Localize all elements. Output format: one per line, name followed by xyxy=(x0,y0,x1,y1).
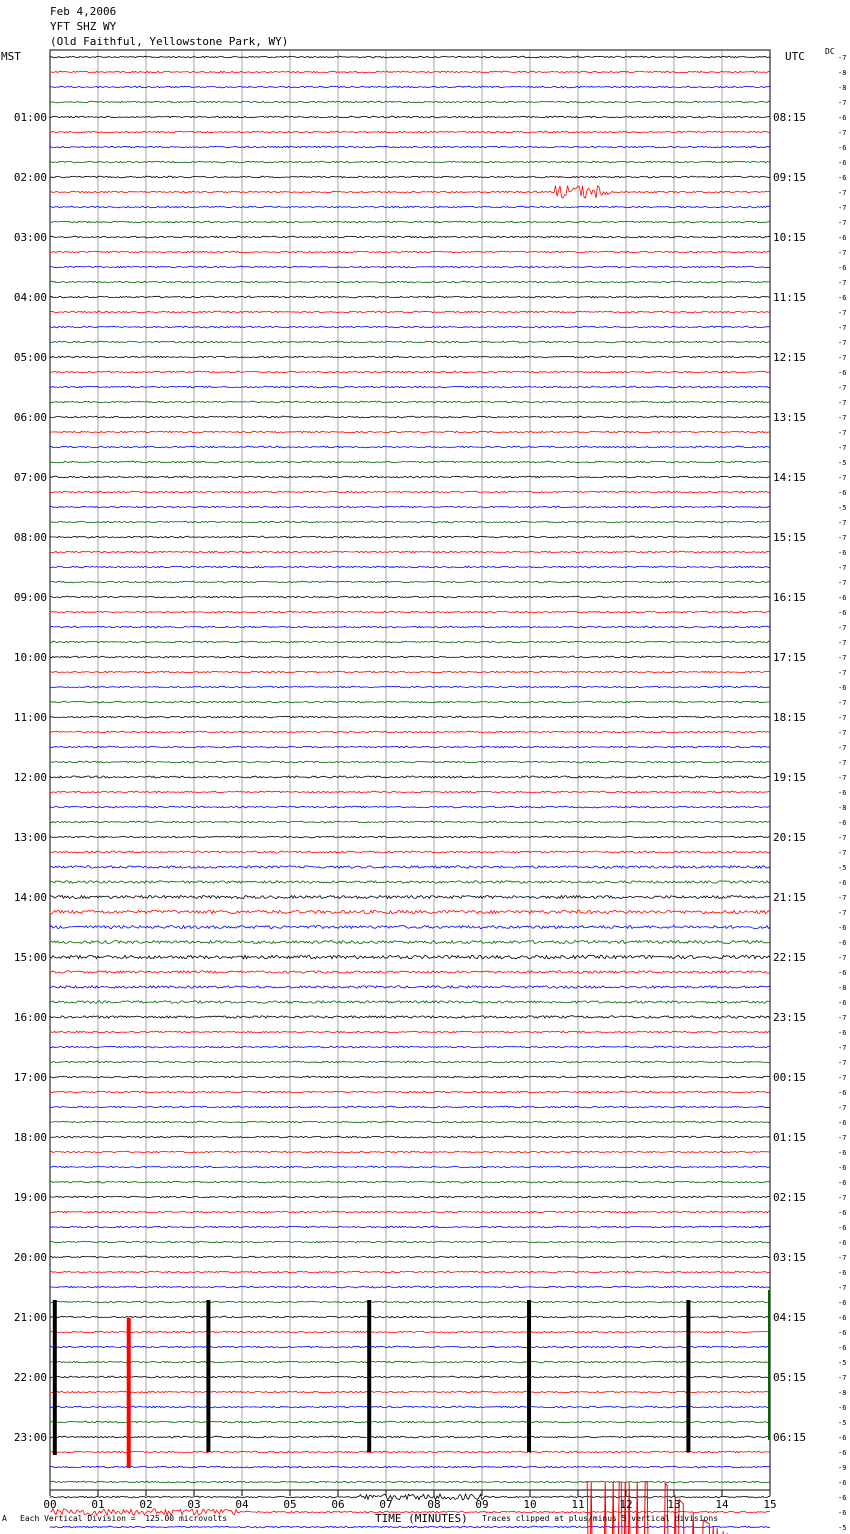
dc-offset-label: -7 xyxy=(838,474,847,482)
dc-offset-label: -6 xyxy=(838,1509,847,1517)
trace-line xyxy=(50,1494,770,1500)
trace-line xyxy=(50,1106,770,1108)
dc-offset-label: -7 xyxy=(838,384,847,392)
mst-hour-label: 10:00 xyxy=(13,651,47,664)
trace-line xyxy=(50,1031,770,1033)
dc-offset-label: -7 xyxy=(838,699,847,707)
x-tick-label: 04 xyxy=(235,1498,249,1511)
trace-line xyxy=(50,1451,770,1453)
mst-hour-label: 17:00 xyxy=(13,1071,47,1084)
mst-hour-label: 12:00 xyxy=(13,771,47,784)
mst-hour-label: 05:00 xyxy=(13,351,47,364)
trace-line xyxy=(50,881,770,883)
right-timezone-label: UTC xyxy=(785,50,805,63)
dc-offset-label: -6 xyxy=(838,1224,847,1232)
trace-line xyxy=(50,341,770,343)
dc-offset-label: -6 xyxy=(838,1209,847,1217)
utc-hour-label: 12:15 xyxy=(773,351,807,364)
trace-line xyxy=(50,971,770,973)
trace-line xyxy=(50,86,770,88)
dc-offset-label: -8 xyxy=(838,69,847,77)
trace-line xyxy=(50,1436,770,1438)
x-tick-label: 10 xyxy=(523,1498,537,1511)
trace-line xyxy=(50,566,770,568)
dc-offset-label: -7 xyxy=(838,129,847,137)
dc-offset-label: -6 xyxy=(838,939,847,947)
dc-offset-label: -6 xyxy=(838,969,847,977)
mst-hour-label: 18:00 xyxy=(13,1131,47,1144)
dc-offset-label: -9 xyxy=(838,1464,847,1472)
utc-hour-label: 00:15 xyxy=(773,1071,807,1084)
dc-offset-label: -7 xyxy=(838,564,847,572)
trace-line xyxy=(50,1001,770,1003)
utc-hour-label: 17:15 xyxy=(773,651,807,664)
trace-line xyxy=(50,1286,770,1288)
dc-offset-label: -8 xyxy=(838,1389,847,1397)
dc-offset-label: -7 xyxy=(838,399,847,407)
dc-offset-label: -7 xyxy=(838,639,847,647)
dc-offset-label: -7 xyxy=(838,1134,847,1142)
trace-line xyxy=(50,206,770,208)
trace-line xyxy=(50,1526,770,1528)
trace-line xyxy=(50,1166,770,1168)
dc-offset-label: -6 xyxy=(838,1239,847,1247)
dc-offset-label: -7 xyxy=(838,654,847,662)
trace-line xyxy=(50,236,770,238)
dc-offset-label: -6 xyxy=(838,924,847,932)
trace-line xyxy=(50,311,770,313)
x-tick-label: 11 xyxy=(571,1498,585,1511)
trace-line xyxy=(50,656,770,658)
dc-offset-label: -7 xyxy=(838,729,847,737)
x-tick-label: 08 xyxy=(427,1498,441,1511)
trace-line xyxy=(50,986,770,988)
dc-offset-label: -6 xyxy=(838,1119,847,1127)
mst-hour-label: 06:00 xyxy=(13,411,47,424)
trace-line xyxy=(50,146,770,148)
dc-offset-label: -6 xyxy=(838,594,847,602)
x-tick-label: 02 xyxy=(139,1498,153,1511)
trace-line xyxy=(50,1376,770,1378)
dc-offset-label: -8 xyxy=(838,804,847,812)
trace-line xyxy=(50,116,770,118)
mst-hour-label: 04:00 xyxy=(13,291,47,304)
mst-hour-label: 16:00 xyxy=(13,1011,47,1024)
trace-line xyxy=(50,491,770,493)
header-station: YFT SHZ WY xyxy=(50,20,117,33)
dc-offset-label: -7 xyxy=(838,309,847,317)
dc-offset-label: -6 xyxy=(838,1449,847,1457)
utc-hour-label: 21:15 xyxy=(773,891,807,904)
dc-offset-label: -6 xyxy=(838,159,847,167)
trace-line xyxy=(50,1196,770,1198)
utc-hour-label: 22:15 xyxy=(773,951,807,964)
trace-line xyxy=(50,1331,770,1333)
trace-line xyxy=(50,1361,770,1363)
trace-line xyxy=(50,611,770,613)
trace-line xyxy=(50,596,770,598)
dc-offset-label: -6 xyxy=(838,684,847,692)
mst-hour-label: 07:00 xyxy=(13,471,47,484)
footer-mark: A xyxy=(2,1514,7,1523)
dc-offset-label: -8 xyxy=(838,84,847,92)
utc-hour-label: 05:15 xyxy=(773,1371,807,1384)
dc-offset-label: -7 xyxy=(838,249,847,257)
dc-offset-label: -6 xyxy=(838,234,847,242)
trace-line xyxy=(50,431,770,433)
dc-offset-label: -7 xyxy=(838,744,847,752)
trace-line xyxy=(50,326,770,328)
trace-line xyxy=(50,791,770,793)
dc-offset-label: -6 xyxy=(838,1149,847,1157)
x-tick-label: 01 xyxy=(91,1498,105,1511)
left-timezone-label: MST xyxy=(1,50,21,63)
trace-line xyxy=(50,1241,770,1243)
dc-offset-label: -7 xyxy=(838,624,847,632)
x-tick-label: 09 xyxy=(475,1498,489,1511)
dc-offset-label: -7 xyxy=(838,534,847,542)
dc-offset-label: -7 xyxy=(838,774,847,782)
trace-line xyxy=(50,1136,770,1138)
dc-offset-label: -7 xyxy=(838,189,847,197)
dc-offset-label: -6 xyxy=(838,294,847,302)
trace-line xyxy=(50,356,770,358)
dc-offset-label: -6 xyxy=(838,1479,847,1487)
trace-line xyxy=(50,551,770,553)
dc-offset-label: -6 xyxy=(838,549,847,557)
dc-offset-label: -7 xyxy=(838,279,847,287)
dc-offset-label: -7 xyxy=(838,1044,847,1052)
dc-offset-label: -6 xyxy=(838,1329,847,1337)
x-tick-label: 07 xyxy=(379,1498,393,1511)
dc-offset-label: -7 xyxy=(838,54,847,62)
dc-offset-label: -6 xyxy=(838,819,847,827)
utc-hour-label: 23:15 xyxy=(773,1011,807,1024)
dc-offset-label: -5 xyxy=(838,459,847,467)
mst-hour-label: 21:00 xyxy=(13,1311,47,1324)
utc-hour-label: 20:15 xyxy=(773,831,807,844)
trace-line xyxy=(50,71,770,73)
mst-hour-label: 03:00 xyxy=(13,231,47,244)
footer-clip-note: Traces clipped at plus/minus 5 vertical divisions xyxy=(482,1514,719,1523)
dc-offset-label: -7 xyxy=(838,894,847,902)
mst-hour-label: 02:00 xyxy=(13,171,47,184)
dc-offset-label: -5 xyxy=(838,504,847,512)
dc-offset-label: -5 xyxy=(838,1419,847,1427)
trace-line xyxy=(50,716,770,718)
dc-offset-label: -7 xyxy=(838,99,847,107)
dc-offset-label: -6 xyxy=(838,114,847,122)
trace-line xyxy=(50,476,770,478)
trace-line xyxy=(50,776,770,778)
dc-offset-label: -6 xyxy=(838,1344,847,1352)
header-location: (Old Faithful, Yellowstone Park, WY) xyxy=(50,35,289,48)
trace-line xyxy=(50,626,770,628)
trace-line xyxy=(50,701,770,703)
trace-line xyxy=(50,1271,770,1273)
x-tick-label: 14 xyxy=(715,1498,729,1511)
dc-offset-label: -7 xyxy=(838,1284,847,1292)
dc-offset-label: -8 xyxy=(838,984,847,992)
dc-offset-label: -7 xyxy=(838,579,847,587)
x-tick-label: 06 xyxy=(331,1498,345,1511)
trace-line xyxy=(50,251,770,253)
utc-hour-label: 11:15 xyxy=(773,291,807,304)
dc-offset-label: -6 xyxy=(838,489,847,497)
dc-offset-label: -7 xyxy=(838,204,847,212)
dc-offset-label: -5 xyxy=(838,864,847,872)
dc-offset-label: -6 xyxy=(838,1299,847,1307)
trace-line xyxy=(50,461,770,463)
dc-offset-label: -6 xyxy=(838,369,847,377)
mst-hour-label: 22:00 xyxy=(13,1371,47,1384)
utc-hour-label: 03:15 xyxy=(773,1251,807,1264)
trace-line xyxy=(50,446,770,448)
dc-offset-label: -6 xyxy=(838,1269,847,1277)
dc-offset-label: -6 xyxy=(838,1314,847,1322)
utc-hour-label: 08:15 xyxy=(773,111,807,124)
dc-offset-label: -6 xyxy=(838,1089,847,1097)
trace-line xyxy=(50,731,770,733)
x-tick-label: 03 xyxy=(187,1498,201,1511)
trace-line xyxy=(50,296,770,298)
trace-line xyxy=(50,401,770,403)
trace-line xyxy=(50,521,770,523)
dc-offset-label: -7 xyxy=(838,324,847,332)
dc-offset-label: -7 xyxy=(838,1104,847,1112)
trace-line xyxy=(50,686,770,688)
trace-line xyxy=(50,371,770,373)
trace-line xyxy=(50,266,770,268)
trace-line xyxy=(50,281,770,283)
dc-label: DC xyxy=(825,47,835,56)
dc-offset-label: -6 xyxy=(838,1164,847,1172)
trace-line xyxy=(50,416,770,418)
dc-offset-label: -7 xyxy=(838,759,847,767)
dc-offset-label: -7 xyxy=(838,1194,847,1202)
dc-offset-label: -6 xyxy=(838,174,847,182)
dc-offset-label: -7 xyxy=(838,339,847,347)
trace-line xyxy=(50,186,770,199)
trace-line xyxy=(50,56,770,58)
utc-hour-label: 02:15 xyxy=(773,1191,807,1204)
dc-offset-label: -5 xyxy=(838,1359,847,1367)
trace-line xyxy=(50,1406,770,1408)
trace-line xyxy=(50,1466,770,1468)
dc-offset-label: -7 xyxy=(838,429,847,437)
dc-offset-label: -7 xyxy=(838,519,847,527)
trace-line xyxy=(50,1316,770,1318)
mst-hour-label: 08:00 xyxy=(13,531,47,544)
utc-hour-label: 06:15 xyxy=(773,1431,807,1444)
utc-hour-label: 10:15 xyxy=(773,231,807,244)
trace-line xyxy=(50,1421,770,1423)
trace-line xyxy=(50,161,770,163)
trace-line xyxy=(50,671,770,673)
mst-hour-label: 20:00 xyxy=(13,1251,47,1264)
dc-offset-label: -7 xyxy=(838,954,847,962)
mst-hour-label: 11:00 xyxy=(13,711,47,724)
trace-line xyxy=(50,851,770,853)
footer-scale: Each Vertical Division = 125.00 microvolts xyxy=(20,1514,228,1523)
dc-offset-label: -7 xyxy=(838,354,847,362)
dc-offset-label: -5 xyxy=(838,1524,847,1532)
trace-line xyxy=(50,896,770,899)
dc-offset-label: -6 xyxy=(838,1494,847,1502)
trace-line xyxy=(50,761,770,763)
dc-offset-label: -7 xyxy=(838,909,847,917)
dc-offset-label: -7 xyxy=(838,1374,847,1382)
trace-line xyxy=(50,221,770,223)
dc-offset-label: -6 xyxy=(838,999,847,1007)
utc-hour-label: 14:15 xyxy=(773,471,807,484)
mst-hour-label: 14:00 xyxy=(13,891,47,904)
header-date: Feb 4,2006 xyxy=(50,5,117,18)
trace-line xyxy=(50,1076,770,1078)
utc-hour-label: 01:15 xyxy=(773,1131,807,1144)
dc-offset-label: -6 xyxy=(838,264,847,272)
trace-line xyxy=(50,1061,770,1063)
trace-line xyxy=(50,1091,770,1093)
x-tick-label: 05 xyxy=(283,1498,297,1511)
trace-line xyxy=(50,536,770,538)
dc-offset-label: -7 xyxy=(838,1059,847,1067)
trace-line xyxy=(50,806,770,808)
dc-offset-label: -7 xyxy=(838,834,847,842)
dc-offset-label: -6 xyxy=(838,1404,847,1412)
utc-hour-label: 13:15 xyxy=(773,411,807,424)
x-tick-label: 13 xyxy=(667,1498,681,1511)
mst-hour-label: 09:00 xyxy=(13,591,47,604)
utc-hour-label: 18:15 xyxy=(773,711,807,724)
trace-line xyxy=(50,941,770,944)
trace-line xyxy=(50,926,770,929)
dc-offset-label: -7 xyxy=(838,714,847,722)
mst-hour-label: 19:00 xyxy=(13,1191,47,1204)
trace-line xyxy=(50,1256,770,1258)
trace-line xyxy=(50,581,770,583)
utc-hour-label: 19:15 xyxy=(773,771,807,784)
utc-hour-label: 09:15 xyxy=(773,171,807,184)
mst-hour-label: 01:00 xyxy=(13,111,47,124)
trace-line xyxy=(50,821,770,823)
trace-line xyxy=(50,1481,770,1483)
dc-offset-label: -6 xyxy=(838,1029,847,1037)
mst-hour-label: 13:00 xyxy=(13,831,47,844)
trace-line xyxy=(50,641,770,643)
dc-offset-label: -6 xyxy=(838,1434,847,1442)
trace-line xyxy=(50,131,770,133)
dc-offset-label: -7 xyxy=(838,414,847,422)
trace-line xyxy=(50,1301,770,1303)
trace-line xyxy=(50,746,770,748)
trace-line xyxy=(50,176,770,178)
mst-hour-label: 23:00 xyxy=(13,1431,47,1444)
dc-offset-label: -7 xyxy=(838,849,847,857)
trace-line xyxy=(50,1391,770,1393)
trace-line xyxy=(50,1211,770,1213)
dc-offset-label: -6 xyxy=(838,1179,847,1187)
x-tick-label: 00 xyxy=(43,1498,57,1511)
trace-line xyxy=(50,836,770,838)
trace-line xyxy=(50,866,770,868)
trace-line xyxy=(50,1121,770,1123)
dc-offset-label: -7 xyxy=(838,1014,847,1022)
trace-line xyxy=(50,1226,770,1228)
trace-line xyxy=(50,1046,770,1048)
trace-line xyxy=(50,506,770,508)
utc-hour-label: 16:15 xyxy=(773,591,807,604)
dc-offset-label: -6 xyxy=(838,609,847,617)
trace-line xyxy=(50,955,770,958)
x-tick-label: 12 xyxy=(619,1498,633,1511)
dc-offset-label: -7 xyxy=(838,444,847,452)
dc-offset-label: -6 xyxy=(838,144,847,152)
utc-hour-label: 04:15 xyxy=(773,1311,807,1324)
dc-offset-label: -7 xyxy=(838,219,847,227)
trace-line xyxy=(50,1181,770,1183)
x-axis-title: TIME (MINUTES) xyxy=(375,1512,468,1525)
trace-line xyxy=(50,1151,770,1153)
trace-line xyxy=(50,101,770,103)
mst-hour-label: 15:00 xyxy=(13,951,47,964)
utc-hour-label: 15:15 xyxy=(773,531,807,544)
dc-offset-label: -7 xyxy=(838,1254,847,1262)
dc-offset-label: -7 xyxy=(838,1074,847,1082)
trace-line xyxy=(50,386,770,388)
dc-offset-label: -6 xyxy=(838,789,847,797)
dc-offset-label: -7 xyxy=(838,669,847,677)
x-tick-label: 15 xyxy=(763,1498,777,1511)
trace-line xyxy=(50,1016,770,1018)
dc-offset-label: -6 xyxy=(838,879,847,887)
trace-line xyxy=(50,1346,770,1348)
trace-line xyxy=(50,910,770,913)
